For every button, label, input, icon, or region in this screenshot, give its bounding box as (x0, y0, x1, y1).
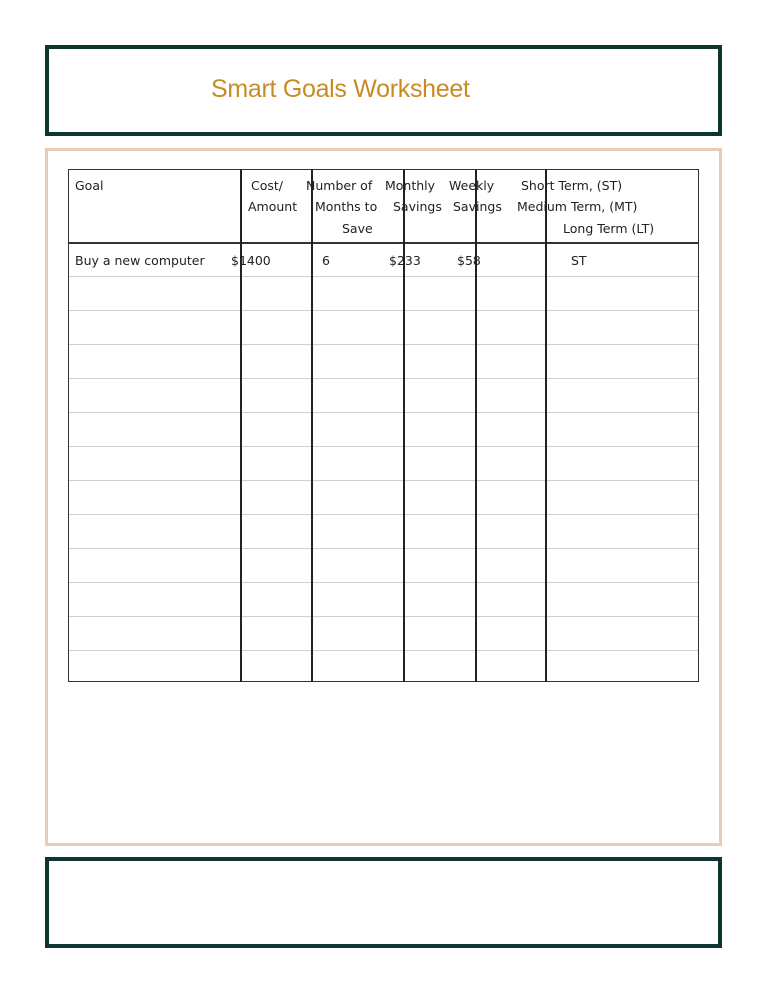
column-divider (475, 169, 477, 682)
header-months-line1: Number of (306, 178, 373, 193)
cell-monthly: $233 (389, 253, 421, 268)
header-months-line3: Save (342, 221, 373, 236)
page-title: Smart Goals Worksheet (211, 75, 470, 103)
row-divider (69, 378, 698, 379)
header-monthly-line1: Monthly (385, 178, 436, 193)
row-divider (69, 616, 698, 617)
row-divider (69, 276, 698, 277)
header-weekly-line2: Savings (453, 199, 502, 214)
column-divider (240, 169, 242, 682)
title-banner (45, 45, 722, 136)
cell-term: ST (571, 253, 587, 268)
footer-banner (45, 857, 722, 948)
row-divider (69, 446, 698, 447)
row-divider (69, 650, 698, 651)
header-term-line3: Long Term (LT) (563, 221, 655, 236)
header-cost-line2: Amount (248, 199, 298, 214)
cell-months: 6 (322, 253, 330, 268)
header-weekly-line1: Weekly (449, 178, 495, 193)
row-divider (69, 480, 698, 481)
header-term-line2: Medium Term, (MT) (517, 199, 638, 214)
column-divider (545, 169, 547, 682)
header-separator (68, 242, 699, 244)
header-monthly-line2: Savings (393, 199, 442, 214)
cell-cost: $1400 (231, 253, 271, 268)
row-divider (69, 310, 698, 311)
column-divider (403, 169, 405, 682)
header-goal: Goal (75, 178, 104, 193)
row-divider (69, 548, 698, 549)
goals-table (68, 169, 699, 682)
row-divider (69, 412, 698, 413)
header-term-line1: Short Term, (ST) (521, 178, 623, 193)
cell-goal: Buy a new computer (75, 253, 205, 268)
header-months-line2: Months to (315, 199, 378, 214)
header-cost-line1: Cost/ (251, 178, 284, 193)
row-divider (69, 582, 698, 583)
row-divider (69, 514, 698, 515)
row-divider (69, 344, 698, 345)
cell-weekly: $58 (457, 253, 481, 268)
column-divider (311, 169, 313, 682)
